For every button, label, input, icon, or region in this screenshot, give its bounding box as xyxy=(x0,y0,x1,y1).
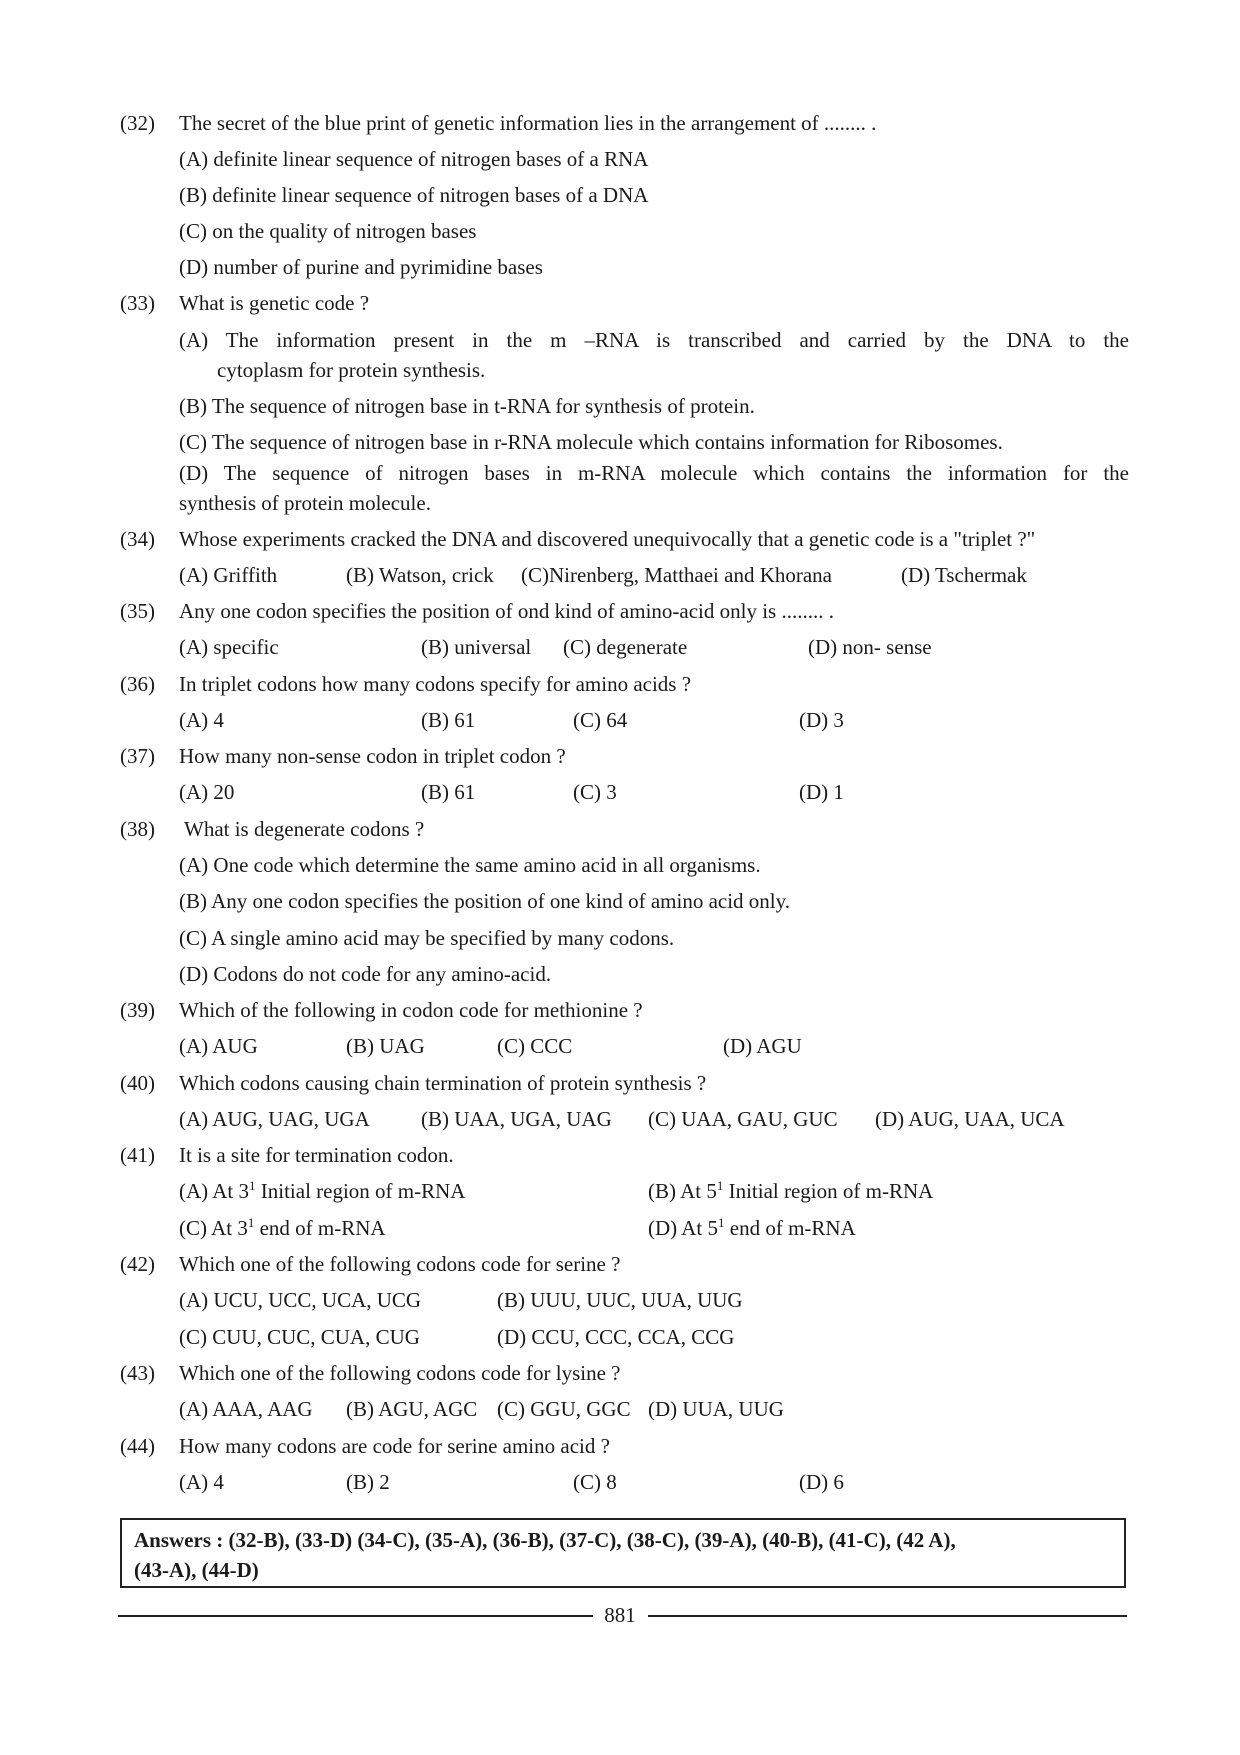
option-c: (C) UAA, GAU, GUC xyxy=(648,1107,838,1131)
option-a: (A) One code which determine the same amino acid in all organisms. xyxy=(179,853,761,877)
option-c: (C)Nirenberg, Matthaei and Khorana xyxy=(521,563,833,587)
question-text: Which of the following in codon code for methionine ? xyxy=(179,998,643,1022)
option-a: (A) AUG xyxy=(179,1034,258,1058)
question-text: What is genetic code ? xyxy=(179,291,370,315)
option-d: (D) Tschermak xyxy=(901,563,1027,587)
question-number: (42) xyxy=(120,1252,155,1276)
option-d: (D) number of purine and pyrimidine bases xyxy=(179,255,543,279)
option-d: (D) At $5^1$ end of m-RNA xyxy=(648,1215,856,1240)
footer-rule-left xyxy=(118,1615,593,1617)
option-a: (A) Griffith xyxy=(179,563,278,587)
option-d-continued: synthesis of protein molecule. xyxy=(179,491,431,515)
question-number: (44) xyxy=(120,1434,155,1458)
option-a-continued: cytoplasm for protein synthesis. xyxy=(217,358,486,382)
question-text: The secret of the blue print of genetic information lies in the arrangement of ........ . xyxy=(179,111,877,135)
option-d: (D) 1 xyxy=(799,780,844,804)
option-d: (D) non- sense xyxy=(808,635,932,659)
option-d: (D) AGU xyxy=(723,1034,802,1058)
question-number: (34) xyxy=(120,527,155,551)
option-b: (B) definite linear sequence of nitrogen bases of a DNA xyxy=(179,183,649,207)
page-number: 881 xyxy=(604,1603,636,1627)
question-number: (43) xyxy=(120,1361,155,1385)
footer-rule-right xyxy=(648,1615,1127,1617)
option-b: (B) Any one codon specifies the position of one kind of amino acid only. xyxy=(179,889,791,913)
option-b: (B) AGU, AGC xyxy=(346,1397,478,1421)
option-d: (D) AUG, UAA, UCA xyxy=(875,1107,1065,1131)
option-c: (C) At $3^1$ end of m-RNA xyxy=(179,1215,386,1240)
option-a: (A) 20 xyxy=(179,780,235,804)
option-a: (A) AAA, AAG xyxy=(179,1397,313,1421)
question-text: Whose experiments cracked the DNA and discovered unequivocally that a genetic code is a "triplet ?" xyxy=(179,527,1036,551)
option-b: (B) universal xyxy=(421,635,532,659)
option-a: (A) The information present in the m –RNA is transcribed and carried by the DNA to the xyxy=(179,328,1129,352)
option-b: (B) The sequence of nitrogen base in t-RNA for synthesis of protein. xyxy=(179,394,755,418)
question-number: (41) xyxy=(120,1143,155,1167)
option-c: (C) on the quality of nitrogen bases xyxy=(179,219,477,243)
question-number: (36) xyxy=(120,672,155,696)
question-number: (37) xyxy=(120,744,155,768)
option-a: (A) 4 xyxy=(179,708,224,732)
option-b: (B) 2 xyxy=(346,1470,390,1494)
question-text: How many codons are code for serine amino acid ? xyxy=(179,1434,610,1458)
option-d: (D) 3 xyxy=(799,708,844,732)
option-a: (A) UCU, UCC, UCA, UCG xyxy=(179,1288,422,1312)
question-number: (32) xyxy=(120,111,155,135)
option-c: (C) degenerate xyxy=(563,635,688,659)
question-text: Which one of the following codons code for lysine ? xyxy=(179,1361,621,1385)
option-c: (C) CCC xyxy=(497,1034,573,1058)
option-d: (D) UUA, UUG xyxy=(648,1397,784,1421)
option-c: (C) 8 xyxy=(573,1470,617,1494)
option-d: (D) The sequence of nitrogen bases in m-RNA molecule which contains the information for the xyxy=(179,461,1129,485)
option-c: (C) GGU, GGC xyxy=(497,1397,631,1421)
option-a: (A) specific xyxy=(179,635,279,659)
question-text: Which one of the following codons code for serine ? xyxy=(179,1252,621,1276)
option-c: (C) 64 xyxy=(573,708,628,732)
option-c: (C) 3 xyxy=(573,780,617,804)
option-c: (C) The sequence of nitrogen base in r-RNA molecule which contains information for Ribosomes. xyxy=(179,430,1003,454)
option-a: (A) 4 xyxy=(179,1470,224,1494)
option-a: (A) definite linear sequence of nitrogen bases of a RNA xyxy=(179,147,649,171)
question-text: It is a site for termination codon. xyxy=(179,1143,454,1167)
option-a: (A) At $3^1$ Initial region of m-RNA xyxy=(179,1178,466,1203)
question-number: (39) xyxy=(120,998,155,1022)
question-text: Any one codon specifies the position of ond kind of amino-acid only is ........ . xyxy=(179,599,834,623)
question-number: (35) xyxy=(120,599,155,623)
option-b: (B) At $5^1$ Initial region of m-RNA xyxy=(648,1178,934,1203)
option-d: (D) Codons do not code for any amino-acid. xyxy=(179,962,552,986)
question-text: How many non-sense codon in triplet codon ? xyxy=(179,744,566,768)
option-d: (D) 6 xyxy=(799,1470,844,1494)
option-b: (B) UAA, UGA, UAG xyxy=(421,1107,612,1131)
option-b: (B) Watson, crick xyxy=(346,563,494,587)
option-b: (B) UUU, UUC, UUA, UUG xyxy=(497,1288,743,1312)
option-a: (A) AUG, UAG, UGA xyxy=(179,1107,370,1131)
option-c: (C) A single amino acid may be specified by many codons. xyxy=(179,926,675,950)
question-number: (40) xyxy=(120,1071,155,1095)
option-c: (C) CUU, CUC, CUA, CUG xyxy=(179,1325,420,1349)
question-number: (33) xyxy=(120,291,155,315)
option-b: (B) 61 xyxy=(421,780,476,804)
option-d: (D) CCU, CCC, CCA, CCG xyxy=(497,1325,735,1349)
answer-key-box xyxy=(120,1518,1126,1588)
option-b: (B) UAG xyxy=(346,1034,425,1058)
option-b: (B) 61 xyxy=(421,708,476,732)
question-text: Which codons causing chain termination of protein synthesis ? xyxy=(179,1071,707,1095)
question-text: What is degenerate codons ? xyxy=(184,817,425,841)
answer-key-line-2: (43-A), (44-D) xyxy=(134,1558,259,1582)
question-text: In triplet codons how many codons specify for amino acids ? xyxy=(179,672,692,696)
answer-key-line-1: Answers : (32-B), (33-D) (34-C), (35-A), (36-B), (37-C), (38-C), (39-A), (40-B), (41-C), (42 A), xyxy=(134,1528,956,1552)
question-number: (38) xyxy=(120,817,155,841)
